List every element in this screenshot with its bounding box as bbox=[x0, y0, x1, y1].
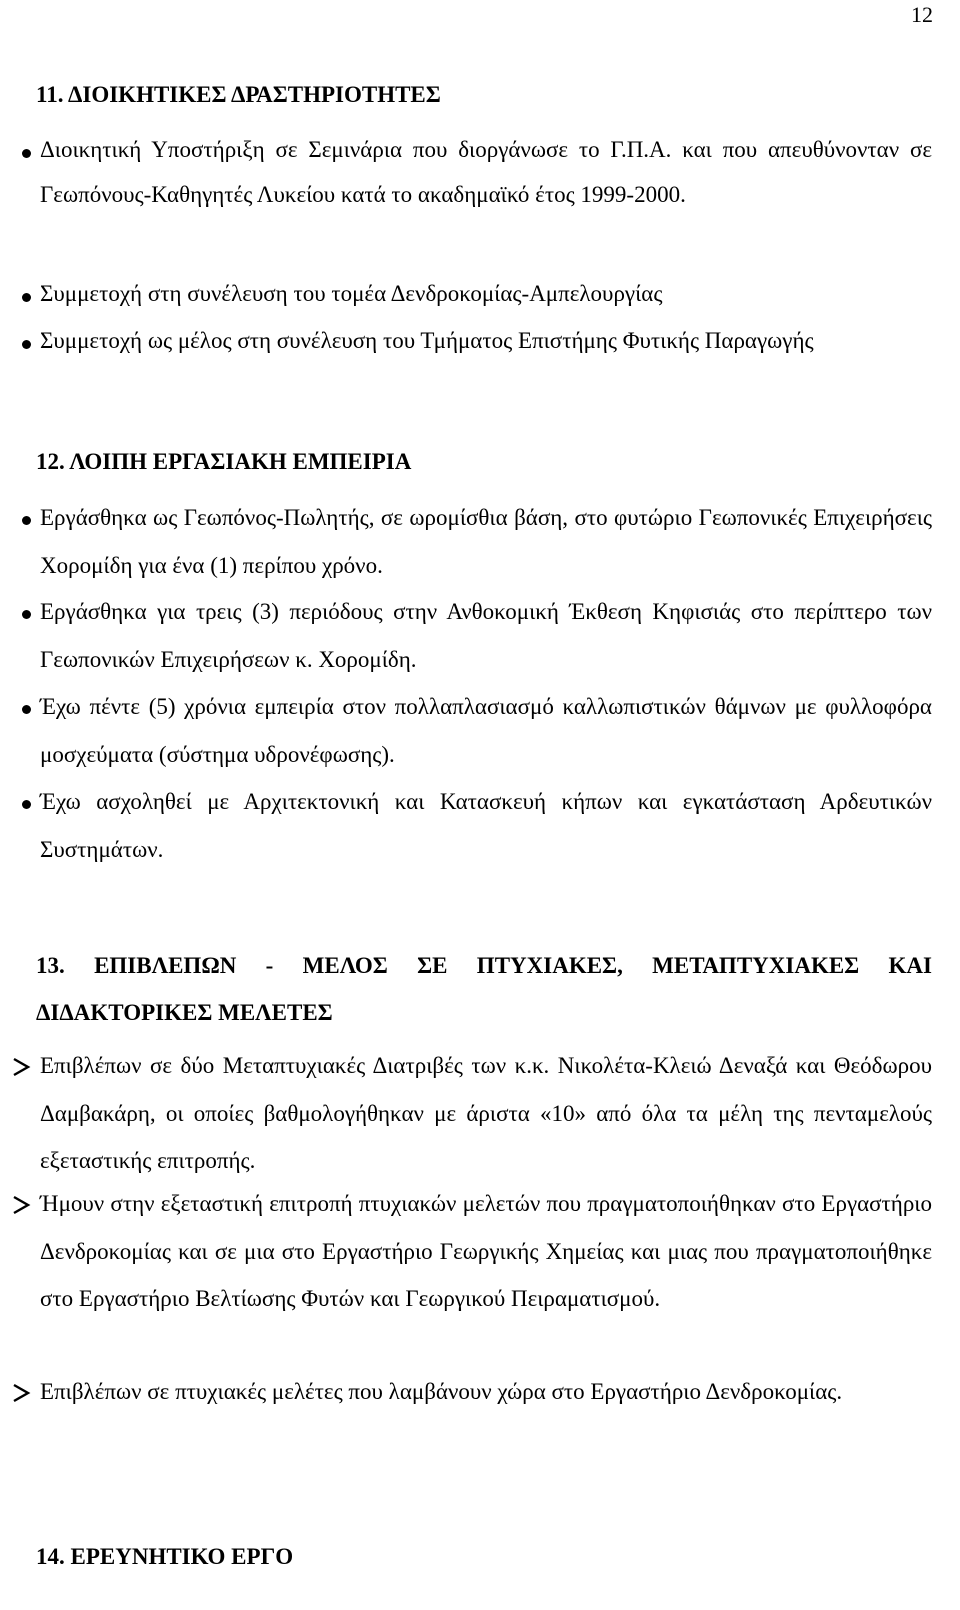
list-item-text: Έχω ασχοληθεί με Αρχιτεκτονική και Κατασκευή κήπων και εγκατάσταση Αρδευτικών Συστημάτων. bbox=[40, 789, 932, 862]
list-item-text: Διοικητική Υποστήριξη σε Σεμινάρια που διοργάνωσε το Γ.Π.Α. και που απευθύνονταν σε Γεωπόνους-Καθηγητές Λυκείου κατά το ακαδημαϊκό έτος 1999-2000. bbox=[40, 137, 932, 207]
list-item-text: Συμμετοχή στη συνέλευση του τομέα Δενδροκομίας-Αμπελουργίας bbox=[40, 281, 663, 306]
list-item-text: Επιβλέπων σε δύο Μεταπτυχιακές Διατριβές των κ.κ. Νικολέτα-Κλειώ Δεναξά και Θεόδωρου Δαμβακάρη, οι οποίες βαθμολογήθηκαν με άριστα «10» από όλα τα μέλη της πενταμελούς εξεταστικής επιτροπής. bbox=[40, 1053, 932, 1173]
section-13-heading: 13. ΕΠΙΒΛΕΠΩΝ - ΜΕΛΟΣ ΣΕ ΠΤΥΧΙΑΚΕΣ, ΜΕΤΑΠΤΥΧΙΑΚΕΣ ΚΑΙ ΔΙΔΑΚΤΟΡΙΚΕΣ ΜΕΛΕΤΕΣ bbox=[36, 953, 932, 1025]
section-11-heading: 11. ΔΙΟΙΚΗΤΙΚΕΣ ΔΡΑΣΤΗΡΙΟΤΗΤΕΣ bbox=[36, 82, 441, 107]
bullet-icon bbox=[22, 800, 31, 809]
bullet-icon bbox=[22, 340, 31, 349]
list-item-text: Εργάσθηκα ως Γεωπόνος-Πωλητής, σε ωρομίσθια βάση, στο φυτώριο Γεωπονικές Επιχειρήσεις Χορομίδη για ένα (1) περίπου χρόνο. bbox=[40, 505, 932, 578]
page-number: 12 bbox=[911, 2, 933, 27]
list-item-text: Επιβλέπων σε πτυχιακές μελέτες που λαμβάνουν χώρα στο Εργαστήριο Δενδροκομίας. bbox=[40, 1379, 843, 1404]
bullet-icon bbox=[22, 293, 31, 302]
list-item-text: Εργάσθηκα για τρεις (3) περιόδους στην Ανθοκομική Έκθεση Κηφισιάς στο περίπτερο των Γεωπονικών Επιχειρήσεων κ. Χορομίδη. bbox=[40, 599, 932, 672]
arrow-bullet-icon bbox=[10, 1194, 32, 1216]
bullet-icon bbox=[22, 516, 31, 525]
bullet-icon bbox=[22, 149, 31, 158]
section-12-heading: 12. ΛΟΙΠΗ ΕΡΓΑΣΙΑΚΗ ΕΜΠΕΙΡΙΑ bbox=[36, 449, 412, 474]
list-item-text: Ήμουν στην εξεταστική επιτροπή πτυχιακών μελετών που πραγματοποιήθηκαν στο Εργαστήριο Δενδροκομίας και σε μια στο Εργαστήριο Γεωργικής Χημείας και μιας που πραγματοποιήθηκε στο Εργαστήριο Βελτίωσης Φυτών και Γεωργικού Πειραματισμού. bbox=[40, 1191, 932, 1311]
list-item-text: Συμμετοχή ως μέλος στη συνέλευση του Τμήματος Επιστήμης Φυτικής Παραγωγής bbox=[40, 328, 814, 353]
bullet-icon bbox=[22, 705, 31, 714]
section-14-heading: 14. ΕΡΕΥΝΗΤΙΚΟ ΕΡΓΟ bbox=[36, 1544, 294, 1569]
arrow-bullet-icon bbox=[10, 1382, 32, 1404]
arrow-bullet-icon bbox=[10, 1056, 32, 1078]
list-item-text: Έχω πέντε (5) χρόνια εμπειρία στον πολλαπλασιασμό καλλωπιστικών θάμνων με φυλλοφόρα μοσχεύματα (σύστημα υδρονέφωσης). bbox=[40, 694, 932, 767]
bullet-icon bbox=[22, 610, 31, 619]
